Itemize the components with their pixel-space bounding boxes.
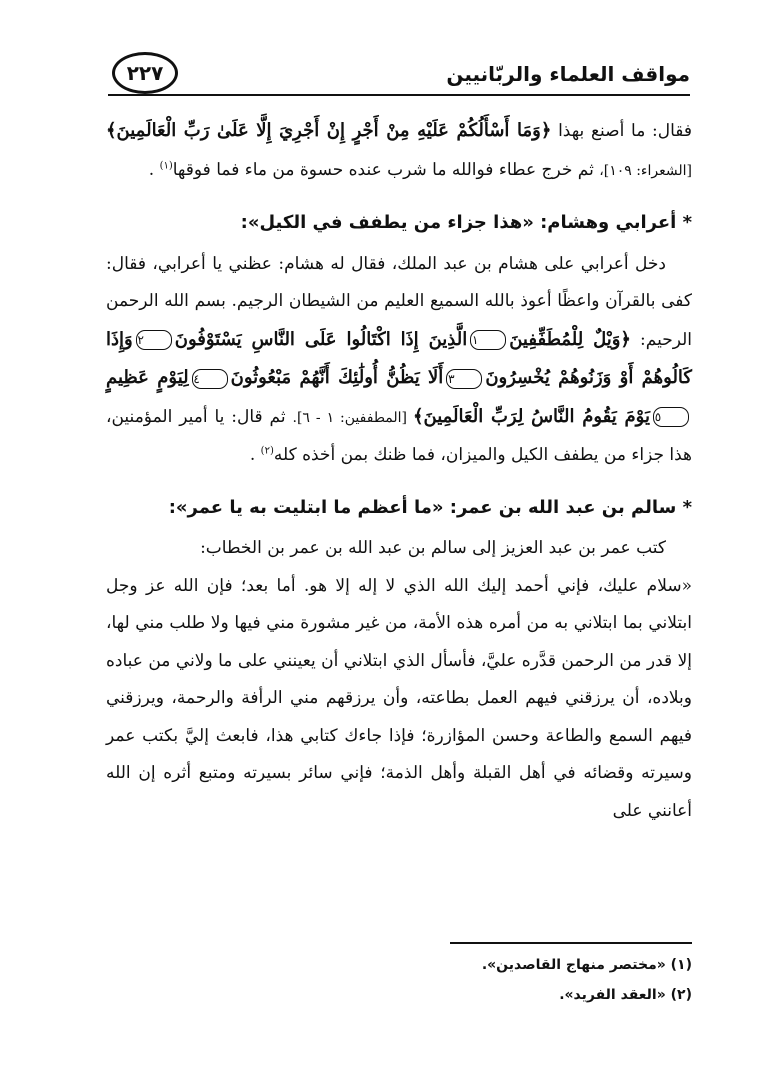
verse-reference: [المطففين: ١ - ٦]. [292,409,413,426]
text: فقال: ما أصنع بهذا [551,121,693,141]
text: دخل أعرابي على هشام بن عبد الملك، فقال له هشام: عظني يا أعرابي، فقال: كفى بالقرآن واعظًا أعوذ بالله السميع العليم من الشيطان الرجيم. بسم الله الرحمن الرحيم: [106,253,692,350]
section-heading: * أعرابي وهشام: «هذا جزاء من يطفف في الكيل»: [240,212,692,233]
text: ثم قال: يا أمير المؤمنين، هذا جزاء من يطفف الكيل والميزان، فما ظنك بمن أخذه كله [106,406,692,465]
ayah-number: ١ [470,330,506,350]
verse-reference: [الشعراء: ١٠٩]، [599,162,692,179]
page-number: ٢٢٧ [112,52,178,94]
footnote: (٢) «العقد الفريد». [559,987,692,1003]
paragraph [106,246,692,475]
footnote-marker: (١) [159,159,173,171]
quran-verse: الَّذِينَ إِذَا اكْتَالُوا عَلَى النَّاسِ يَسْتَوْفُونَ [174,328,468,350]
ayah-number: ٣ [446,369,482,389]
ayah-number: ٥ [653,407,689,427]
book-title: مواقف العلماء والربّانيين [446,62,690,86]
page-body [106,112,692,830]
ayah-number: ٢ [136,330,172,350]
text: . [249,445,261,465]
ayah-number: ٤ [192,369,228,389]
text: ثم خرج عطاء فوالله ما شرب عنده حسوة من ماء فما فوقها [172,159,600,180]
text: . [148,159,160,180]
footnote-rule [450,942,692,944]
page-header [108,48,690,96]
paragraph [106,112,692,190]
quran-verse: لِيَوْمٍ عَظِيمٍ [106,367,189,388]
quran-verse: أَلَا يَظُنُّ أُولَٰئِكَ أَنَّهُمْ مَبْعُوثُونَ [230,367,444,388]
quran-verse: ﴿وَمَا أَسْأَلُكُمْ عَلَيْهِ مِنْ أَجْرٍ إِنْ أَجْرِيَ إِلَّا عَلَىٰ رَبِّ الْعَالَمِينَ﴾ [106,120,552,141]
section-heading: * سالم بن عبد الله بن عمر: «ما أعظم ما ابتليت به يا عمر»: [168,496,692,518]
quran-verse: يَوْمَ يَقُومُ النَّاسُ لِرَبِّ الْعَالَمِينَ﴾ [412,405,650,427]
quran-verse: وَإِذَا كَالُوهُمْ أَوْ وَزَنُوهُمْ يُخْسِرُونَ [106,328,692,388]
footnote-marker: (٢) [260,445,274,457]
paragraph: «سلام عليك، فإني أحمد إليك الله الذي لا إله إلا هو. أما بعد؛ فإن الله عز وجل ابتلاني بما ابتلاني به من أمره هذه الأمة، من غير مشورة مني فيها ولا طلب مني لها، إلا قدر من الرحمن قدَّره عليَّ، فأسأل الذي ابتلاني أن يعينني على ما ولاني من عباده وبلاده، أن يرزقني فيهم العمل بطاعته، وأن يرزقهم مني الرأفة والرحمة، ويرزقني فيهم السمع والطاعة وحسن المؤازرة؛ فإذا جاءك كتابي هذا، فابعث إليَّ بكتب عمر وسيرته وقضائه في أهل القبلة وأهل الذمة؛ فإني سائر بسيرته ومتبع أثره إن الله أعانني على [106,575,692,821]
footnotes [106,950,692,1010]
footnote: (١) «مختصر منهاج القاصدين». [481,957,692,973]
header-rule [108,94,690,96]
paragraph: كتب عمر بن عبد العزيز إلى سالم بن عبد الله بن عمر بن الخطاب: [200,538,666,558]
quran-verse: ﴿وَيْلٌ لِلْمُطَفِّفِينَ [509,328,631,350]
